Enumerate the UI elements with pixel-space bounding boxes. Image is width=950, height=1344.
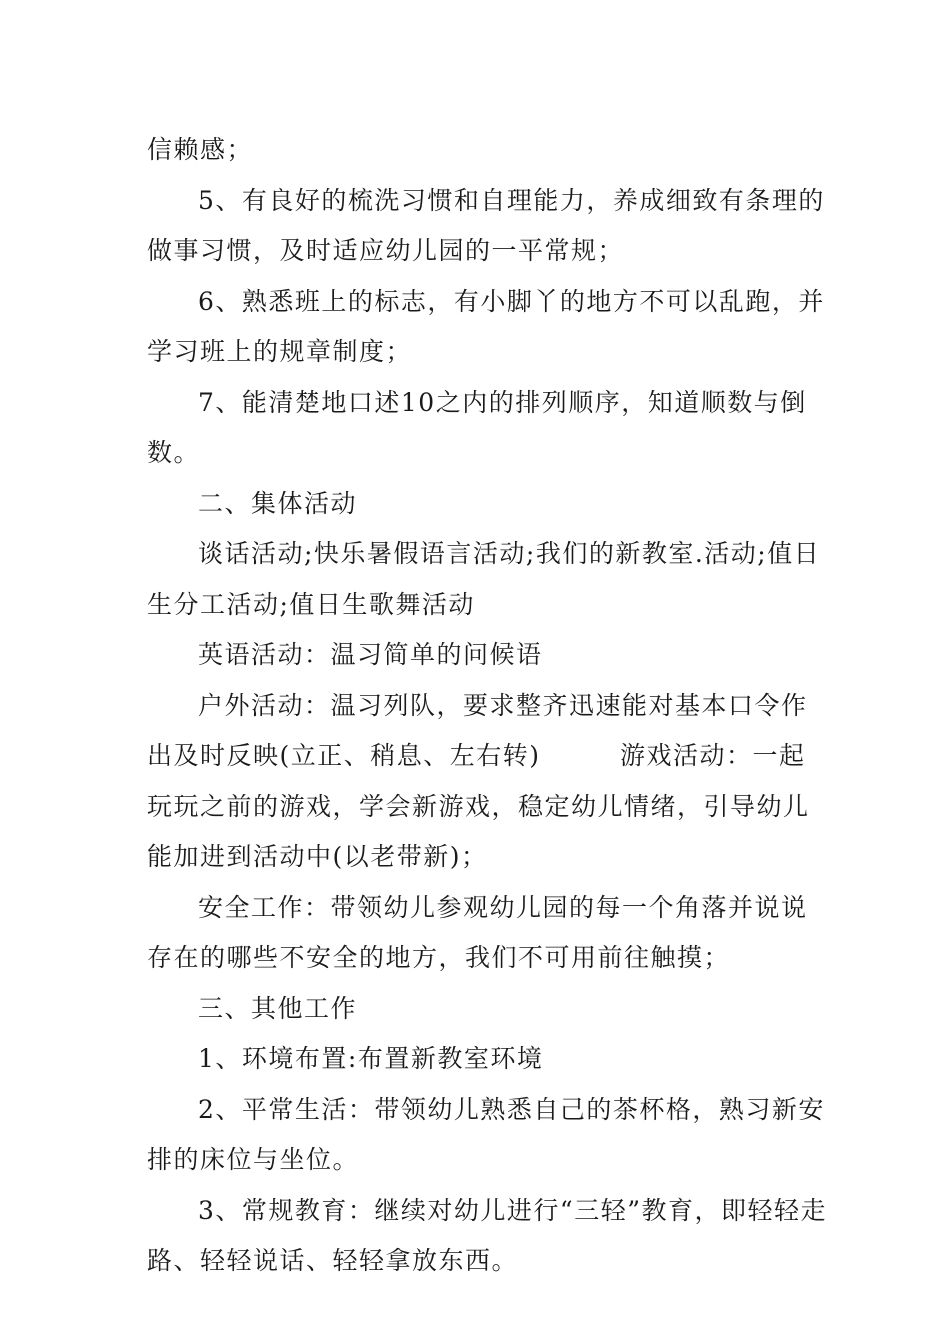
section-heading-other-work: 三、其他工作 — [198, 993, 358, 1023]
paragraph-talk-activities: 谈话活动;快乐暑假语言活动;我们的新教室.活动;值日生分工活动;值日生歌舞活动 — [147, 539, 821, 619]
section-heading-group-activities: 二、集体活动 — [198, 488, 358, 518]
paragraph-safety-work: 安全工作：带领幼儿参观幼儿园的每一个角落并说说存在的哪些不安全的地方，我们不可用前往触摸； — [147, 892, 808, 972]
document-body — [147, 125, 827, 1287]
paragraph-item-6-class-signs: 6、熟悉班上的标志，有小脚丫的地方不可以乱跑，并学习班上的规章制度； — [147, 286, 825, 366]
paragraph-item-7-counting: 7、能清楚地口述10之内的排列顺序，知道顺数与倒数。 — [147, 387, 807, 467]
paragraph-environment-setup: 1、环境布置:布置新教室环境 — [198, 1044, 544, 1073]
paragraph-trust: 信赖感； — [147, 135, 254, 164]
paragraph-item-5-hygiene: 5、有良好的梳洗习惯和自理能力，养成细致有条理的做事习惯，及时适应幼儿园的一平常规； — [147, 185, 825, 265]
paragraph-outdoor-activities: 户外活动：温习列队，要求整齐迅速能对基本口令作出及时反映(立正、稍息、左右转) 游戏活动：一起玩玩之前的游戏，学会新游戏，稳定幼儿情绪，引导幼儿能加进到活动中(以老带新)； — [147, 690, 810, 871]
paragraph-daily-life: 2、平常生活：带领幼儿熟悉自己的茶杯格，熟习新安排的床位与坐位。 — [147, 1094, 825, 1174]
paragraph-routine-education: 3、常规教育：继续对幼儿进行“三轻”教育，即轻轻走路、轻轻说话、轻轻拿放东西。 — [147, 1195, 827, 1275]
paragraph-english-activities: 英语活动：温习简单的问候语 — [198, 640, 543, 669]
